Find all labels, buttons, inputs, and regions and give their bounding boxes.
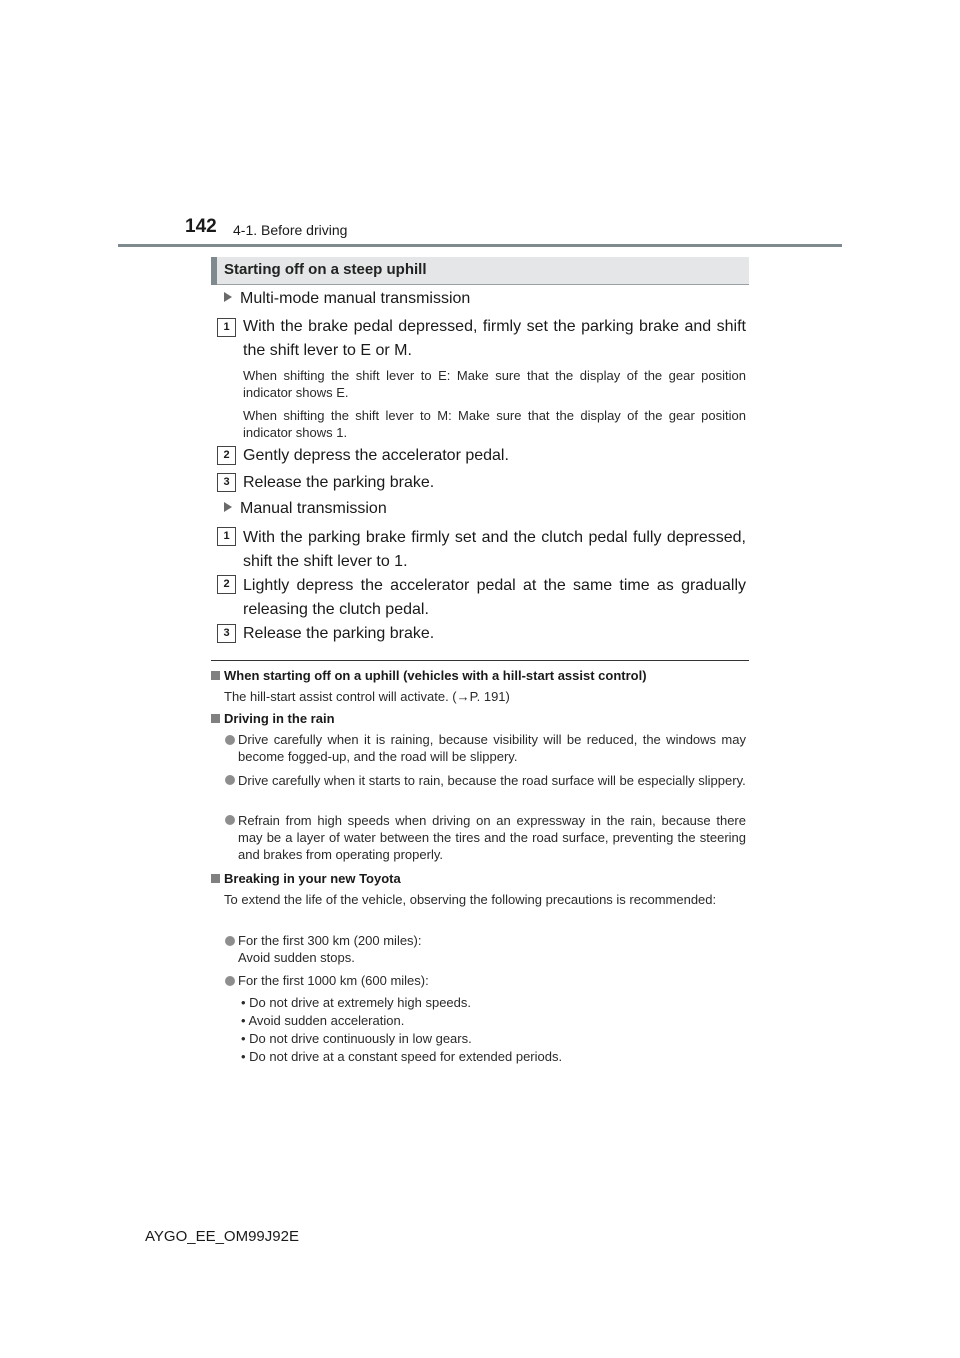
info-text: To extend the life of the vehicle, observing the following precautions is recommended: (224, 892, 717, 907)
round-bullet-icon (225, 815, 235, 825)
step-text: Lightly depress the accelerator pedal at the same time as gradually releasing the clutch pedal. (243, 577, 746, 618)
section-divider (211, 660, 749, 661)
triangle-arrow-icon (224, 502, 232, 512)
section-label: 4-1. Before driving (233, 222, 348, 238)
bullet-text: Drive carefully when it starts to rain, because the road surface will be especially slippery. (238, 773, 746, 788)
info-heading-rain: Driving in the rain (211, 711, 335, 726)
step-text: With the parking brake firmly set and the clutch pedal fully depressed, shift the shift lever to 1. (243, 529, 746, 570)
triangle-arrow-icon (224, 292, 232, 302)
round-bullet-icon (225, 976, 235, 986)
step-text: Release the parking brake. (243, 625, 435, 642)
step-number-box: 3 (217, 473, 236, 492)
document-code: AYGO_EE_OM99J92E (145, 1228, 299, 1245)
square-bullet-icon (211, 714, 220, 723)
list-item: • Do not drive at a constant speed for extended periods. (241, 1049, 563, 1064)
variant-multimode-heading: Multi-mode manual transmission (224, 290, 470, 308)
step-number-box: 2 (217, 446, 236, 465)
square-bullet-icon (211, 671, 220, 680)
header-rule (118, 244, 842, 247)
round-bullet-icon (225, 735, 235, 745)
list-item: • Do not drive at extremely high speeds. (241, 995, 472, 1010)
step-note: When shifting the shift lever to E: Make sure that the display of the gear position indicator shows E. (243, 368, 746, 400)
bullet-text: For the first 1000 km (600 miles): (238, 973, 429, 988)
page-number: 142 (185, 216, 217, 237)
step-text: Release the parking brake. (243, 474, 435, 491)
round-bullet-icon (225, 936, 235, 946)
info-heading-hillstart: When starting off on a uphill (vehicles with a hill-start assist control) (211, 668, 647, 683)
section-title: Starting off on a steep uphill (224, 261, 427, 278)
info-heading-breakin: Breaking in your new Toyota (211, 871, 401, 886)
step-number-box: 3 (217, 624, 236, 643)
square-bullet-icon (211, 874, 220, 883)
step-number-box: 1 (217, 527, 236, 546)
step-number-box: 1 (217, 318, 236, 337)
list-item: • Do not drive continuously in low gears. (241, 1031, 472, 1046)
variant-manual-heading: Manual transmission (224, 500, 387, 518)
list-item: • Avoid sudden acceleration. (241, 1013, 405, 1028)
section-title-bar (211, 257, 749, 285)
step-text: Gently depress the accelerator pedal. (243, 447, 509, 464)
bullet-text: Avoid sudden stops. (238, 950, 355, 965)
round-bullet-icon (225, 775, 235, 785)
step-text: With the brake pedal depressed, firmly set the parking brake and shift the shift lever to E or M. (243, 318, 746, 359)
step-number-box: 2 (217, 575, 236, 594)
bullet-text: Refrain from high speeds when driving on an expressway in the rain, because there may be a layer of water between the tires and the road surface, preventing the steering and brakes from operating properly. (238, 813, 746, 862)
info-text: The hill-start assist control will activate. (→P. 191) (224, 689, 510, 704)
step-note: When shifting the shift lever to M: Make sure that the display of the gear position indicator shows 1. (243, 408, 746, 440)
bullet-text: Drive carefully when it is raining, because visibility will be reduced, the windows may become fogged-up, and the road will be slippery. (238, 732, 746, 764)
bullet-text: For the first 300 km (200 miles): (238, 933, 422, 948)
